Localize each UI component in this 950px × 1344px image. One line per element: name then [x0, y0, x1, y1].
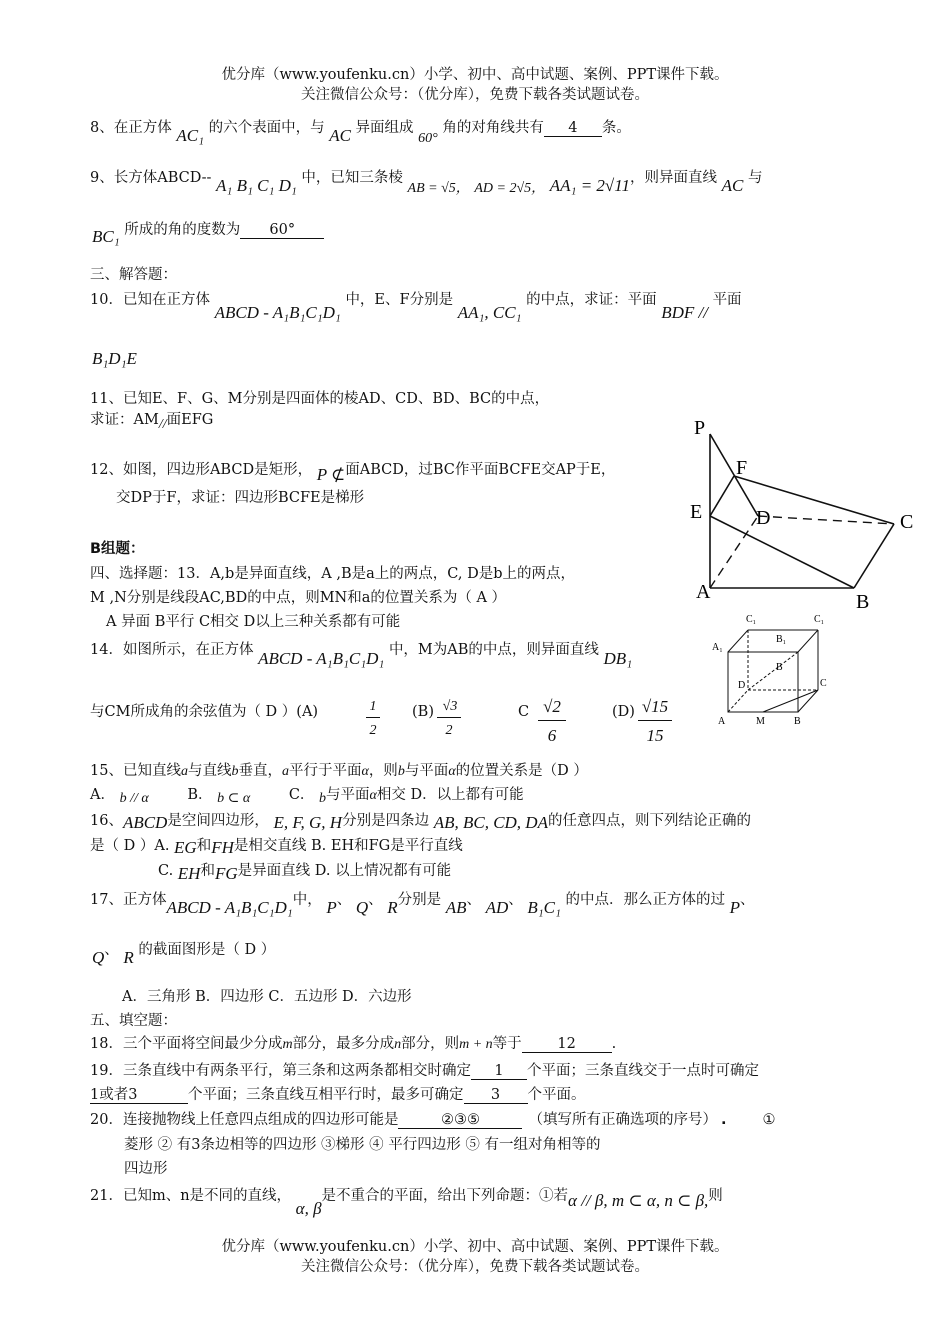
- q18-text-a: 18．三个平面将空间最少分成: [90, 1036, 283, 1052]
- q10-math-2: AA₁, CC₁: [457, 303, 522, 322]
- q15-option-b-label: B．: [187, 787, 213, 803]
- q17-math-ad: AD: [485, 898, 509, 917]
- q9-text-d: 与: [747, 170, 763, 186]
- q14-text-b: 中，M为AB的中点，则异面直线: [388, 642, 599, 658]
- question-20-line-2: 菱形 ② 有3条边相等的四边形 ③梯形 ④ 平行四边形 ⑤ 有一组对角相等的: [124, 1137, 601, 1153]
- q20-text-a: 20．连接抛物线上任意四点组成的四边形可能是: [90, 1112, 399, 1128]
- q17-sep-6: 、: [104, 942, 119, 958]
- label-c: C: [900, 511, 914, 533]
- q21-text-a: 21．已知m、n是不同的直线，: [90, 1188, 292, 1204]
- q19-text-b: 个平面；三条直线交于一点时可确定: [526, 1063, 759, 1079]
- q19-answer-1: 1: [471, 1063, 527, 1080]
- q16-option-a-b-text: 是相交直线 B. EH和FG是平行直线: [233, 838, 463, 854]
- q14-option-b-label: (B): [412, 704, 434, 720]
- cube-label-d: D: [738, 680, 746, 691]
- q19-text-c: 个平面；三条直线互相平行时，最多可确定: [188, 1087, 464, 1103]
- q18-math-m: m: [282, 1037, 293, 1052]
- question-18: [90, 1035, 616, 1054]
- line-ad-dashed: [710, 516, 758, 588]
- question-9: [90, 168, 763, 196]
- q17-sep-1: 、: [336, 892, 352, 908]
- q17-math-1: ABCD - A₁B₁C₁D₁: [166, 898, 293, 917]
- section-5-title: 五、填空题：: [90, 1013, 177, 1029]
- q14-option-c-numerator: √2: [543, 697, 561, 716]
- q16-text-b: 是空间四边形，: [167, 813, 269, 829]
- q8-text-b: 的六个表面中，与: [208, 120, 325, 136]
- q14-option-c-bar: [538, 720, 566, 721]
- q9-text-e: 所成的角的度数为: [124, 222, 241, 238]
- q15-option-b-math: b ⊂ α: [217, 791, 251, 806]
- q16-option-c-math2: FG: [214, 864, 238, 883]
- cube-edge-bc: [798, 690, 818, 712]
- q9-answer: 60°: [240, 222, 324, 239]
- question-14: [90, 640, 633, 668]
- question-14-line-2: [90, 703, 318, 721]
- question-16-line-2: [90, 836, 463, 855]
- q15-math-a2: a: [281, 764, 289, 779]
- question-11-line-1: 11、已知E、F、G、M分别是四面体的棱AD、CD、BD、BC的中点，: [90, 391, 550, 407]
- cube-edge-ad-dashed: [728, 690, 748, 712]
- q15-option-c-label: C．: [288, 787, 315, 803]
- cube-label-c: C: [820, 678, 827, 689]
- cube-label-b-bottom: B: [794, 716, 801, 727]
- q16-math-3: AB, BC, CD, DA: [433, 813, 548, 832]
- q16-math-2: E, F, G, H: [273, 813, 343, 832]
- q16-option-c-and: 和: [200, 863, 215, 879]
- line-eb: [710, 516, 854, 588]
- q18-text-d: 等于: [492, 1036, 522, 1052]
- cube-line-db1-dashed: [748, 652, 798, 690]
- cube-line-cm: [763, 690, 818, 712]
- q16-text-c: 分别是四条边: [342, 813, 430, 829]
- q16-text-d: 的任意四点，则下列结论正确的: [547, 813, 751, 829]
- q20-option-1-mark: ①: [762, 1112, 776, 1128]
- q15-option-a-math: b // α: [119, 791, 149, 806]
- q9-math-3: AD = 2√5，: [474, 181, 546, 196]
- q16-option-c-math1: EH: [177, 864, 201, 883]
- section-b-title: B组题：: [90, 541, 145, 557]
- footer-line-1: 优分库（www.youfenku.cn）小学、初中、高中试题、案例、PPT课件下载。: [221, 1239, 729, 1255]
- q10-text-a: 10．已知在正方体: [90, 292, 210, 308]
- q17-text-e: 分别是: [397, 892, 442, 908]
- cube-label-b1: B₁: [776, 634, 787, 645]
- q17-sep-3: 、: [466, 892, 481, 908]
- q15-text-e: ，则: [368, 763, 398, 779]
- q16-option-a-and: 和: [196, 838, 212, 854]
- q17-math-p: P: [326, 898, 337, 917]
- q17-text-a: 17、正方体: [90, 892, 167, 908]
- q14-option-d-bar: [638, 720, 672, 721]
- q14-option-a-numerator: 1: [369, 699, 377, 714]
- label-a: A: [696, 581, 711, 603]
- label-f: F: [736, 457, 748, 479]
- q19-text-a: 19．三条直线中有两条平行，第三条和这两条都相交时确定: [90, 1063, 471, 1079]
- q14-option-b-bar: [437, 717, 461, 718]
- q17-sep-4: 、: [508, 892, 523, 908]
- q12-text-b: 面ABCD，过BC作平面BCFE交AP于E，: [345, 462, 616, 478]
- q18-text-e: .: [611, 1036, 617, 1052]
- q17-math-b1c1: B₁C₁: [527, 898, 561, 917]
- question-19-line-1: [90, 1062, 759, 1080]
- q19-text-d: 个平面。: [527, 1087, 586, 1103]
- cube-label-c1-left: C₁: [746, 614, 757, 625]
- q15-math-b2: b: [397, 764, 405, 779]
- q16-option-a-math2: FH: [211, 838, 234, 857]
- question-20-line-1: [90, 1111, 775, 1129]
- q9-math-5: AC: [721, 176, 744, 195]
- q8-text-c: 异面组成: [355, 120, 414, 136]
- q21-text-c: 则: [708, 1188, 723, 1204]
- q15-text-g: 的位置关系是（D ）: [455, 763, 588, 779]
- q16-math-1: ABCD: [122, 813, 168, 832]
- q19-answer-2: 1或者3: [90, 1087, 188, 1104]
- cube-edge-b1c1: [798, 630, 818, 652]
- q14-option-d-denominator: 15: [646, 726, 664, 745]
- q18-math-mn: m + n: [459, 1037, 493, 1052]
- q16-text-a: 16、: [90, 813, 123, 829]
- question-19-line-2: [90, 1086, 586, 1104]
- q21-math-1: α, β: [295, 1199, 322, 1218]
- question-21: [90, 1186, 723, 1218]
- question-17: [90, 890, 755, 917]
- question-12-line-2: 交DP于F，求证：四边形BCFE是梯形: [116, 490, 365, 506]
- question-15-options: [90, 786, 524, 805]
- q9-math-6: BC₁: [92, 227, 120, 246]
- q8-math-1: AC₁: [176, 126, 204, 145]
- q19-answer-3: 3: [464, 1087, 528, 1104]
- q9-math-2: AB = √5，: [407, 181, 470, 196]
- q14-option-c-label: C: [518, 704, 530, 720]
- question-13-line-1: 四、选择题：13．A,b是异面直线，A ,B是a上的两点，C, D是b上的两点，: [90, 566, 576, 582]
- q9-text-c: ，则异面直线: [630, 170, 717, 186]
- q18-answer: 12: [522, 1036, 612, 1053]
- q17-text-k: 的截面图形是（ D ）: [138, 942, 276, 958]
- q8-text-e: 条。: [601, 120, 631, 136]
- q10-math-3: BDF //: [661, 303, 708, 322]
- q15-option-c-text: 与平面: [326, 787, 370, 803]
- q15-option-c-math: b: [319, 791, 327, 806]
- question-17-options: A．三角形 B．四边形 C．五边形 D．六边形: [122, 989, 412, 1005]
- q14-option-b-denominator: 2: [445, 723, 453, 738]
- q15-math-alpha2: α: [448, 764, 456, 779]
- q15-text-c: 垂直，: [238, 763, 282, 779]
- q9-math-4: AA₁ = 2√11: [549, 176, 630, 195]
- q14-option-c-denominator: 6: [547, 726, 557, 745]
- q14-option-d-numerator: √15: [641, 697, 669, 716]
- question-17-line-2: [92, 940, 276, 967]
- footer-line-2: 关注微信公众号：（优分库），免费下载各类试题试卷。: [301, 1259, 649, 1275]
- header-line-2: 关注微信公众号：（优分库），免费下载各类试题试卷。: [301, 87, 649, 103]
- q14-option-a-denominator: 2: [369, 723, 377, 738]
- q9-math-1: A₁ B₁ C₁ D₁: [216, 176, 297, 195]
- question-16: [90, 811, 751, 830]
- q17-math-q: Q: [355, 898, 369, 917]
- question-16-line-3: [158, 861, 452, 883]
- q10-text-b: 中，E、F分别是: [345, 292, 454, 308]
- q17-sep-5: 、: [740, 892, 755, 908]
- cube-label-m: M: [756, 716, 765, 727]
- label-b: B: [856, 591, 870, 613]
- question-13-line-2: M ,N分别是线段AC,BD的中点，则MN和a的位置关系为（ A ）: [90, 590, 507, 606]
- line-ef: [710, 476, 734, 516]
- figure-cube-diagram: [710, 612, 840, 730]
- q14-option-d-label: (D): [612, 704, 635, 720]
- q14-text-c: 与CM所成角的余弦值为（ D ）(A): [90, 704, 319, 720]
- q12-math-1: P ⊄: [316, 465, 346, 484]
- q14-math-1: ABCD - A₁B₁C₁D₁: [258, 649, 385, 668]
- q10-text-d: 平面: [712, 292, 742, 308]
- q15-option-c-math2: α: [369, 788, 377, 803]
- question-11-line-2: [90, 411, 213, 430]
- q18-math-n: n: [394, 1037, 402, 1052]
- q15-text-b: 与直线: [187, 763, 232, 779]
- q14-math-2: DB₁: [603, 649, 633, 668]
- q17-math-r: R: [387, 898, 398, 917]
- label-e: E: [690, 501, 703, 523]
- cube-edge-a1d1: [728, 630, 748, 652]
- q9-text-a: 9、长方体ABCD--: [90, 170, 212, 186]
- q16-option-c-label: C.: [158, 863, 174, 879]
- label-p: P: [694, 417, 706, 439]
- q15-math-a: a: [180, 764, 188, 779]
- q15-text-a: 15、已知直线: [90, 763, 181, 779]
- q14-option-b-numerator: √3: [442, 699, 458, 714]
- q17-math-q2: Q: [92, 948, 105, 967]
- q17-math-ab: AB: [445, 898, 467, 917]
- figure-pyramid-diagram: [688, 412, 918, 614]
- q16-option-a-label: 是（ D ）A.: [90, 838, 170, 854]
- q21-text-b: 是不重合的平面，给出下列命题：①若: [321, 1188, 569, 1204]
- q15-text-f: 与平面: [404, 763, 449, 779]
- q8-math-2: AC: [329, 126, 351, 145]
- q11-text-b: 面EFG: [166, 412, 214, 428]
- q15-option-a-label: A．: [90, 787, 115, 803]
- cube-label-b: B: [776, 662, 783, 673]
- q17-math-r2: R: [123, 948, 134, 967]
- q8-text-a: 8、在正方体: [90, 120, 172, 136]
- q8-answer: 4: [544, 120, 602, 137]
- question-9-line-2: [92, 220, 324, 246]
- cube-label-a1: A₁: [712, 642, 723, 653]
- q15-math-b: b: [231, 764, 239, 779]
- q20-answer: ②③⑤: [398, 1112, 522, 1129]
- cube-label-c1-right: C₁: [814, 614, 825, 625]
- q16-option-c-d-text: 是异面直线 D. 以上情况都有可能: [237, 863, 452, 879]
- q17-sep-2: 、: [368, 892, 383, 908]
- question-8: [90, 118, 631, 146]
- q17-text-h: 的中点．那么正方体的过: [565, 892, 726, 908]
- q18-text-c: 部分，则: [401, 1036, 460, 1052]
- q14-text-a: 14．如图所示，在正方体: [90, 642, 254, 658]
- question-15: [90, 762, 588, 781]
- q16-option-a-math1: EG: [174, 838, 197, 857]
- line-bc: [854, 524, 894, 588]
- question-13-options: A 异面 B平行 C相交 D以上三种关系都有可能: [106, 614, 401, 630]
- q11-math: //: [158, 417, 167, 432]
- cube-label-a: A: [718, 716, 726, 727]
- q10-text-c: 的中点，求证：平面: [526, 292, 657, 308]
- q18-text-b: 部分，最多分成: [292, 1036, 395, 1052]
- q10-math-4: B₁D₁E: [92, 349, 137, 368]
- q20-text-b: （填写所有正确选项的序号）: [528, 1112, 717, 1128]
- q8-math-3: 60°: [418, 131, 438, 146]
- q20-dot: .: [720, 1112, 727, 1128]
- q12-text-a: 12、如图，四边形ABCD是矩形，: [90, 462, 313, 478]
- q8-text-d: 角的对角线共有: [442, 120, 544, 136]
- q15-text-d: 平行于平面: [288, 763, 362, 779]
- q21-math-2: α // β, m ⊂ α, n ⊂ β,: [568, 1191, 709, 1210]
- question-20-line-3: 四边形: [124, 1161, 168, 1177]
- question-10: [90, 290, 742, 322]
- label-d: D: [756, 507, 771, 529]
- q9-text-b: 中，已知三条棱: [301, 170, 403, 186]
- q17-text-b: 中，: [292, 892, 322, 908]
- q15-math-alpha: α: [361, 764, 369, 779]
- question-12-line-1: [90, 460, 616, 484]
- q14-option-a-bar: [366, 717, 380, 718]
- q17-math-p2: P: [729, 898, 741, 917]
- q15-option-c-d: 相交 D．以上都有可能: [376, 787, 524, 803]
- q11-text-a: 求证：AM: [90, 412, 159, 428]
- header-line-1: 优分库（www.youfenku.cn）小学、初中、高中试题、案例、PPT课件下载。: [221, 67, 729, 83]
- q10-math-1: ABCD - A₁B₁C₁D₁: [214, 303, 341, 322]
- section-3-title: 三、解答题：: [90, 267, 177, 283]
